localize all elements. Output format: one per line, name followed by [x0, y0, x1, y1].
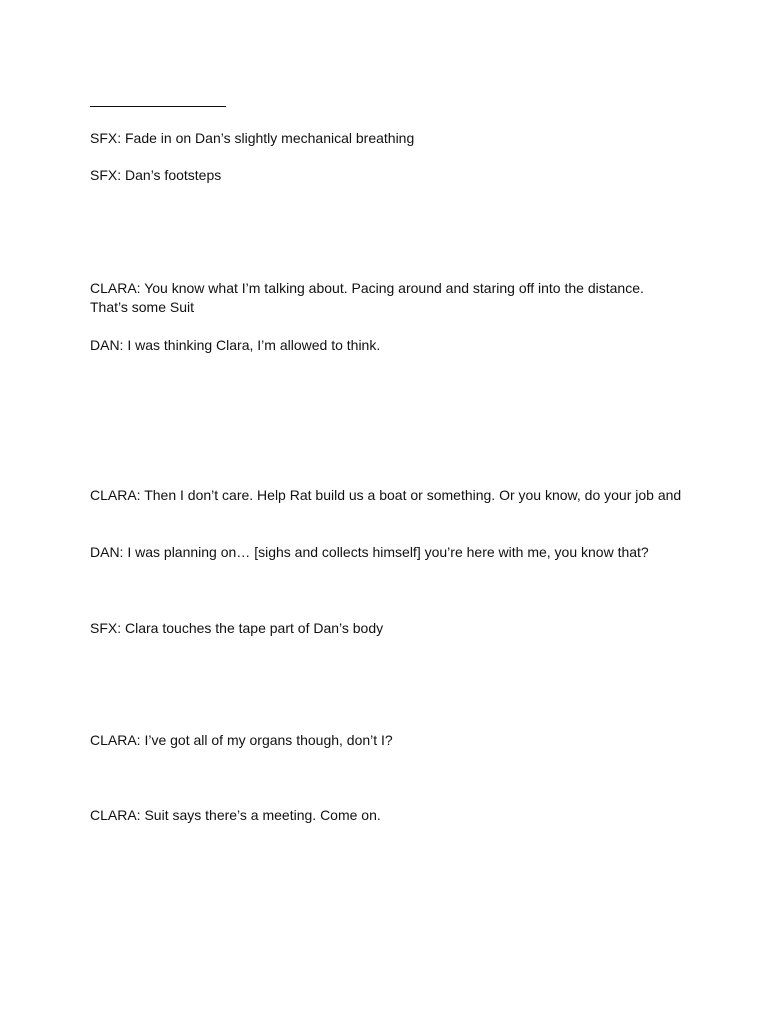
script-line-clara-talking: CLARA: You know what I’m talking about. Pacing around and staring off into the distance. — [90, 280, 644, 296]
script-line-sfx-tape: SFX: Clara touches the tape part of Dan’s body — [90, 620, 384, 636]
title-underline — [90, 106, 226, 107]
script-line-dan-thinking: DAN: I was thinking Clara, I’m allowed to think. — [90, 337, 381, 353]
script-line-clara-meeting: CLARA: Suit says there’s a meeting. Come on. — [90, 807, 381, 823]
script-line-clara-suit: That’s some Suit — [90, 299, 195, 315]
script-line-clara-organs: CLARA: I’ve got all of my organs though, don’t I? — [90, 732, 393, 748]
script-line-clara-dont-care: CLARA: Then I don’t care. Help Rat build us a boat or something. Or you know, do your job and — [90, 487, 682, 503]
script-line-sfx-footsteps: SFX: Dan’s footsteps — [90, 167, 222, 183]
script-line-dan-planning: DAN: I was planning on… [sighs and collects himself] you’re here with me, you know that? — [90, 544, 649, 560]
script-line-sfx-breathing: SFX: Fade in on Dan’s slightly mechanical breathing — [90, 130, 415, 146]
